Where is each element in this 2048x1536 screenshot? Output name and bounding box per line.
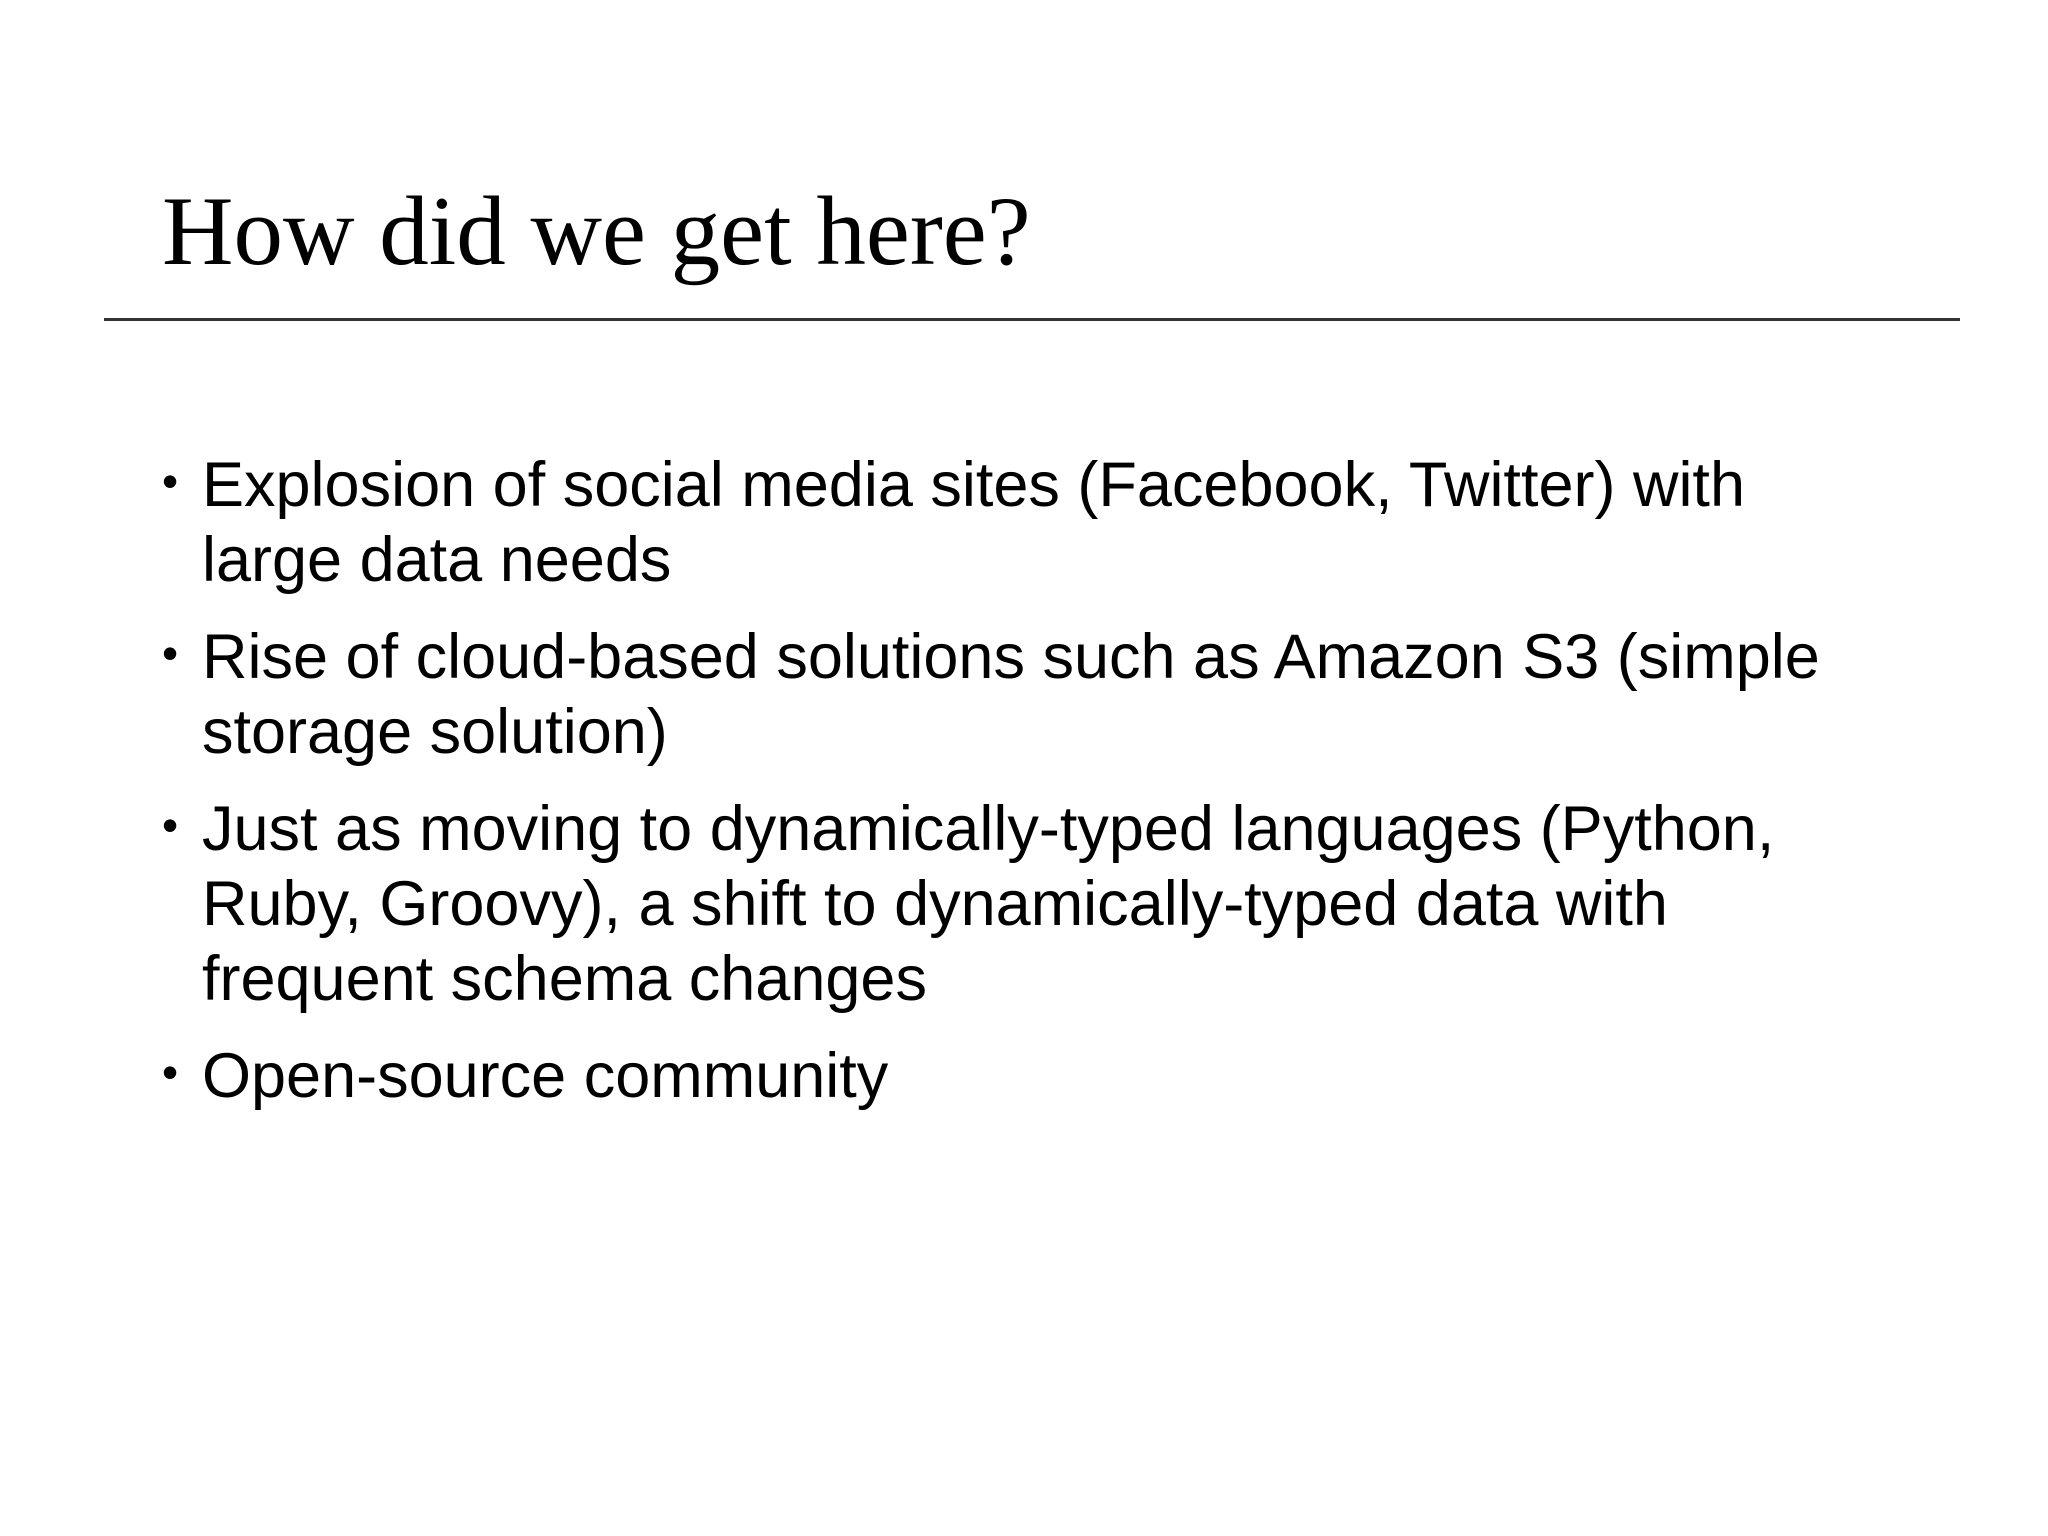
bullet-item	[162, 448, 1882, 598]
bullet-icon: •	[162, 455, 179, 507]
title-divider	[104, 318, 1960, 321]
bullet-icon: •	[162, 627, 179, 679]
bullet-text: Explosion of social media sites (Facebook, Twitter) with large data needs	[202, 450, 1745, 595]
bullet-icon: •	[162, 799, 179, 851]
bullet-item	[162, 792, 1882, 1017]
bullet-item	[162, 620, 1882, 770]
bullet-list	[162, 448, 1882, 1136]
bullet-text: Open-source community	[202, 1041, 889, 1111]
bullet-icon: •	[162, 1046, 179, 1098]
bullet-item	[162, 1039, 1882, 1114]
bullet-text: Rise of cloud-based solutions such as Amazon S3 (simple storage solution)	[202, 622, 1820, 767]
bullet-text: Just as moving to dynamically-typed languages (Python, Ruby, Groovy), a shift to dynamically-typed data with frequent schema changes	[202, 794, 1775, 1014]
slide-title: How did we get here?	[162, 177, 1031, 286]
